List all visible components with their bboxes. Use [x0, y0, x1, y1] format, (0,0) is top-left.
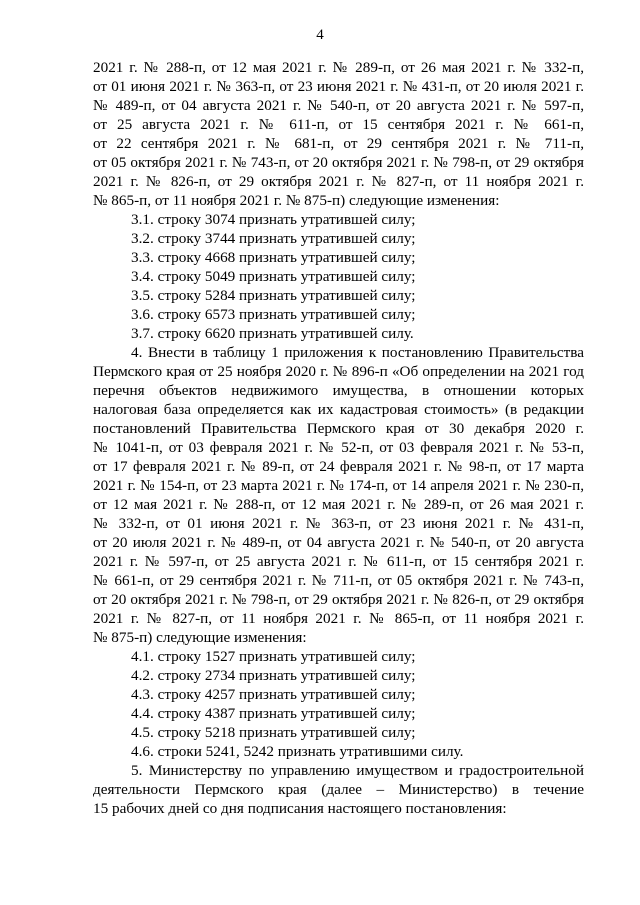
text-line: 4.4. строку 4387 признать утратившей силу;	[131, 705, 416, 722]
text-line: 3.7. строку 6620 признать утратившей силу.	[131, 325, 414, 342]
text-line: 3.2. строку 3744 признать утратившей силу;	[131, 230, 416, 247]
text-line: налоговая база определяется как их кадастровая стоимость» (в редакции	[93, 401, 584, 418]
text-line: № 1041-п, от 03 февраля 2021 г. № 52-п, от 03 февраля 2021 г. № 53-п,	[93, 439, 584, 456]
text-line: № 865-п, от 11 ноября 2021 г. № 875-п) следующие изменения:	[93, 192, 500, 209]
text-line: 2021 г. № 826-п, от 29 октября 2021 г. № 827-п, от 11 ноября 2021 г.	[93, 173, 584, 190]
text-line: 4.1. строку 1527 признать утратившей силу;	[131, 648, 416, 665]
text-line: от 25 августа 2021 г. № 611-п, от 15 сентября 2021 г. № 661-п,	[93, 116, 584, 133]
text-line: от 01 июня 2021 г. № 363-п, от 23 июня 2021 г. № 431-п, от 20 июля 2021 г.	[93, 78, 584, 95]
text-line: № 332-п, от 01 июня 2021 г. № 363-п, от 23 июня 2021 г. № 431-п,	[93, 515, 584, 532]
text-line: 2021 г. № 288-п, от 12 мая 2021 г. № 289-п, от 26 мая 2021 г. № 332-п,	[93, 59, 584, 76]
text-line: от 12 мая 2021 г. № 288-п, от 12 мая 2021 г. № 289-п, от 26 мая 2021 г.	[93, 496, 584, 513]
text-line: 5. Министерству по управлению имуществом и градостроительной	[131, 762, 584, 779]
text-line: 3.5. строку 5284 признать утратившей силу;	[131, 287, 416, 304]
text-line: 2021 г. № 597-п, от 25 августа 2021 г. № 611-п, от 15 сентября 2021 г.	[93, 553, 584, 570]
text-line: от 05 октября 2021 г. № 743-п, от 20 октября 2021 г. № 798-п, от 29 октября	[93, 154, 584, 171]
text-line: от 20 июля 2021 г. № 489-п, от 04 августа 2021 г. № 540-п, от 20 августа	[93, 534, 584, 551]
text-line: от 20 октября 2021 г. № 798-п, от 29 октября 2021 г. № 826-п, от 29 октября	[93, 591, 584, 608]
text-line: Пермского края от 25 ноября 2020 г. № 896-п «Об определении на 2021 год	[93, 363, 584, 380]
text-line: 4.6. строки 5241, 5242 признать утратившими силу.	[131, 743, 464, 760]
text-line: № 489-п, от 04 августа 2021 г. № 540-п, от 20 августа 2021 г. № 597-п,	[93, 97, 584, 114]
text-line: 4.5. строку 5218 признать утратившей силу;	[131, 724, 416, 741]
text-line: 3.6. строку 6573 признать утратившей силу;	[131, 306, 416, 323]
text-line: перечня объектов недвижимого имущества, в отношении которых	[93, 382, 584, 399]
text-line: 4.2. строку 2734 признать утратившей силу;	[131, 667, 416, 684]
text-line: от 17 февраля 2021 г. № 89-п, от 24 февраля 2021 г. № 98-п, от 17 марта	[93, 458, 584, 475]
text-line: № 875-п) следующие изменения:	[93, 629, 307, 646]
text-line: № 661-п, от 29 сентября 2021 г. № 711-п, от 05 октября 2021 г. № 743-п,	[93, 572, 584, 589]
text-line: 4.3. строку 4257 признать утратившей силу;	[131, 686, 416, 703]
text-line: 3.4. строку 5049 признать утратившей силу;	[131, 268, 416, 285]
text-line: 3.1. строку 3074 признать утратившей силу;	[131, 211, 416, 228]
text-line: деятельности Пермского края (далее – Министерство) в течение	[93, 781, 584, 798]
text-line: 4. Внести в таблицу 1 приложения к постановлению Правительства	[131, 344, 584, 361]
text-line: от 22 сентября 2021 г. № 681-п, от 29 сентября 2021 г. № 711-п,	[93, 135, 584, 152]
text-line: постановлений Правительства Пермского края от 30 декабря 2020 г.	[93, 420, 584, 437]
document-body-text	[93, 58, 584, 818]
text-line: 15 рабочих дней со дня подписания настоящего постановления:	[93, 800, 507, 817]
text-line: 2021 г. № 827-п, от 11 ноября 2021 г. № 865-п, от 11 ноября 2021 г.	[93, 610, 584, 627]
text-line: 2021 г. № 154-п, от 23 марта 2021 г. № 174-п, от 14 апреля 2021 г. № 230-п,	[93, 477, 584, 494]
page-number: 4	[316, 27, 324, 43]
text-line: 3.3. строку 4668 признать утратившей силу;	[131, 249, 416, 266]
